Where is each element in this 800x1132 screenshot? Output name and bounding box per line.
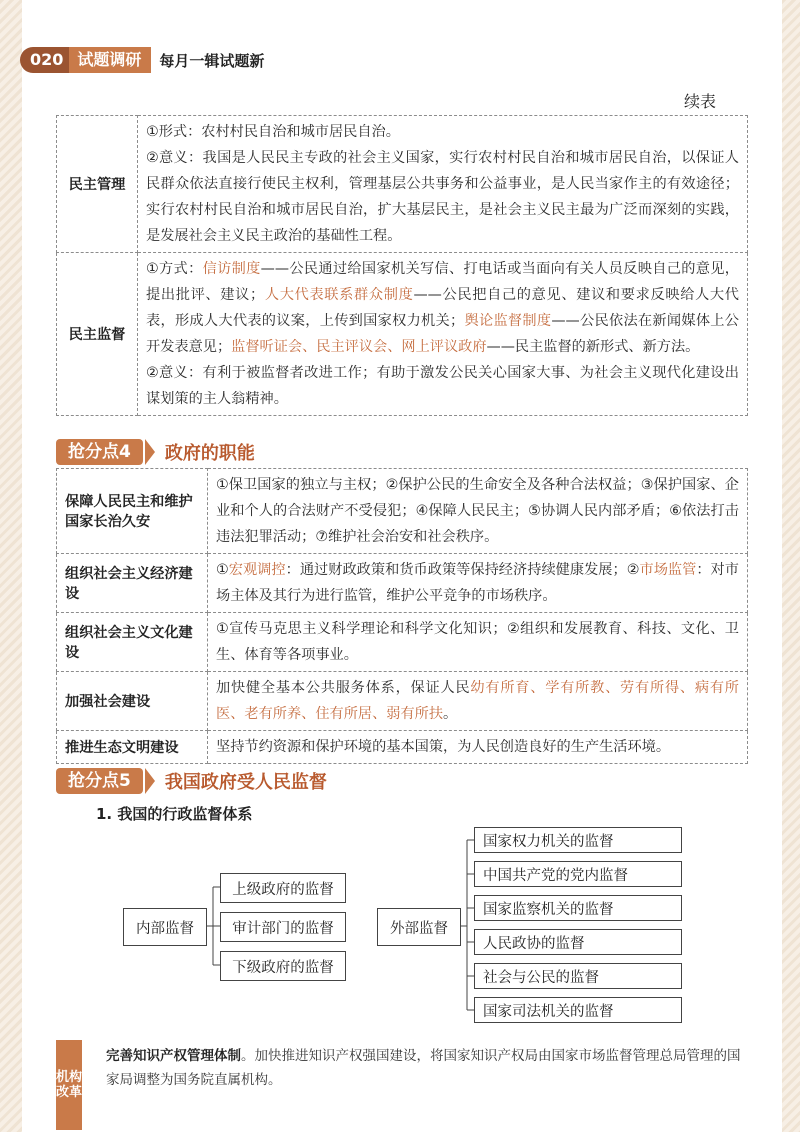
body-text: ：对市场主体及其行为进行监管，维护公平竞争的市场秩序。 (216, 562, 739, 604)
external-item: 人民政协的监督 (474, 929, 682, 955)
subheading: 1. 我国的行政监督体系 (96, 805, 253, 823)
reform-note (106, 1044, 746, 1092)
body-text: ①宣传马克思主义科学理论和科学文化知识；②组织和发展教育、科技、文化、卫生、体育等各项事业。 (216, 621, 739, 663)
row-label: 保障人民民主和维护国家长治久安 (57, 469, 208, 554)
body-text: 坚持节约资源和保护环境的基本国策，为人民创造良好的生产生活环境。 (216, 739, 671, 755)
body-text: ：通过财政政策和货币政策等保持经济持续健康发展；② (285, 562, 640, 578)
body-text: ——公民依法在新闻媒体上公开发表意见； (146, 313, 739, 355)
external-item: 国家权力机关的监督 (474, 827, 682, 853)
internal-item: 下级政府的监督 (220, 951, 346, 981)
body-text: ②意义：我国是人民民主专政的社会主义国家，实行农村村民自治和城市居民自治，以保证人民群众依法直接行使民主权利，管理基层公共事务和公益事业，是人民当家作主的有效途径；实行农村村民自治和城市居民自治，扩大基层民主，是社会主义民主最为广泛而深刻的实践，是发展社会主义民主政治的基础性工程。 (146, 150, 739, 244)
body-text: 加快健全基本公共服务体系，保证人民 (216, 680, 471, 696)
note-text: 。加快推进知识产权强国建设，将国家知识产权局由国家市场监督管理总局管理的国家局调整为国务院直属机构。 (106, 1048, 741, 1088)
row-label: 加强社会建设 (57, 672, 208, 731)
body-text: ①形式：农村村民自治和城市居民自治。 (146, 124, 400, 140)
note-tab: 机构改革 (56, 1040, 82, 1130)
external-item: 国家监察机关的监督 (474, 895, 682, 921)
row-label: 推进生态文明建设 (57, 731, 208, 764)
continued-table-label: 续表 (684, 92, 717, 111)
body-text: ——公民通过给国家机关写信、打电话或当面向有关人员反映自己的意见，提出批评、建议； (146, 261, 739, 303)
section-4-title: 政府的职能 (164, 443, 255, 464)
row-label: 组织社会主义经济建设 (57, 554, 208, 613)
highlight-text: 监督听证会、民主评议会、网上评议政府 (231, 339, 487, 355)
internal-item: 上级政府的监督 (220, 873, 346, 903)
internal-item: 审计部门的监督 (220, 912, 346, 942)
highlight-text: 宏观调控 (228, 562, 286, 578)
section-5-badge: 抢分点5 (56, 768, 143, 794)
section-4-badge: 抢分点4 (56, 439, 143, 465)
internal-supervision-box: 内部监督 (123, 908, 207, 946)
row-label: 组织社会主义文化建设 (57, 613, 208, 672)
external-item: 中国共产党的党内监督 (474, 861, 682, 887)
section-label: 试题调研 (69, 47, 151, 73)
page-number: 020 (20, 47, 69, 73)
note-bold: 完善知识产权管理体制 (106, 1048, 241, 1064)
external-supervision-box: 外部监督 (377, 908, 461, 946)
body-text: ① (216, 562, 229, 578)
body-text: ——公民把自己的意见、建议和要求反映给人大代表，形成人大代表的议案，上传到国家权力机关； (146, 287, 739, 329)
highlight-text: 幼有所育、学有所教、劳有所得、病有所医、老有所养、住有所居、弱有所扶 (216, 680, 739, 722)
highlight-text: 信访制度 (202, 261, 261, 277)
body-text: 。 (443, 706, 458, 722)
external-item: 社会与公民的监督 (474, 963, 682, 989)
external-item: 国家司法机关的监督 (474, 997, 682, 1023)
highlight-text: 人大代表联系群众制度 (264, 287, 414, 303)
body-text: ①保卫国家的独立与主权；②保护公民的生命安全及各种合法权益；③保护国家、企业和个人的合法财产不受侵犯；④保障人民民主；⑤协调人民内部矛盾；⑥依法打击违法犯罪活动；⑦维护社会治安和社会秩序。 (216, 477, 739, 545)
body-text: ——民主监督的新形式、新方法。 (486, 339, 700, 355)
body-text: ②意义：有利于被监督者改进工作；有助于激发公民关心国家大事、为社会主义现代化建设出谋划策的主人翁精神。 (146, 365, 739, 407)
header-motto: 每月一辑试题新 (159, 51, 265, 70)
highlight-text: 舆论监督制度 (464, 313, 552, 329)
row-label: 民主管理 (57, 116, 138, 253)
section-5-title: 我国政府受人民监督 (164, 772, 327, 793)
highlight-text: 市场监管 (639, 562, 697, 578)
body-text: ①方式： (146, 261, 203, 277)
row-label: 民主监督 (57, 253, 138, 416)
